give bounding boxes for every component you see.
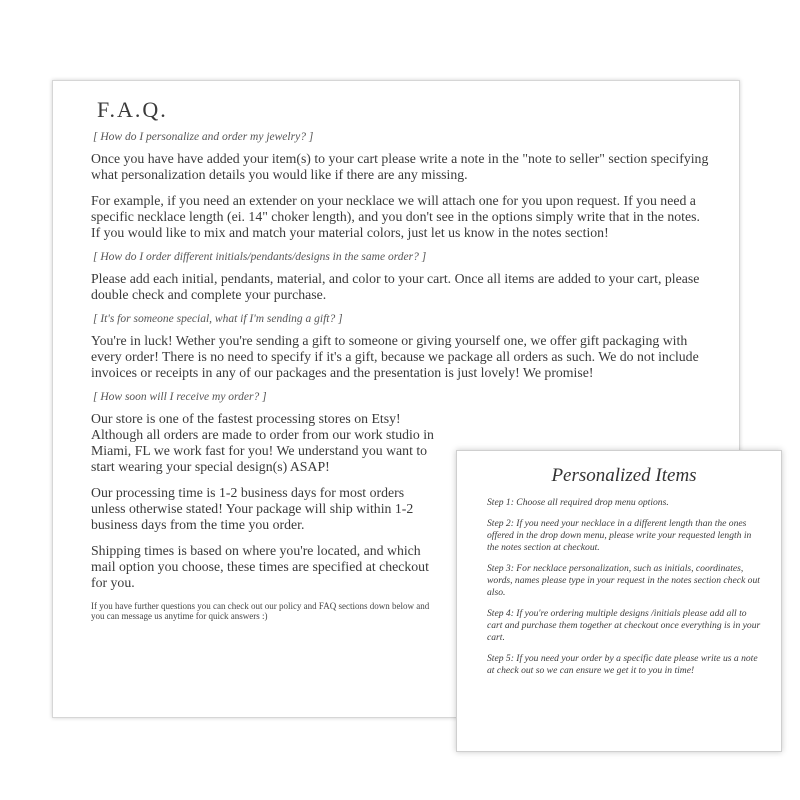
- faq-answer: Our store is one of the fastest processing stores on Etsy! Although all orders are made to order from our work studio in Miami, FL we work fast for you! We understand you want to start wearing your special design(s) ASAP!: [91, 411, 434, 474]
- faq-question: [ How soon will I receive my order? ]: [93, 391, 267, 403]
- personalization-step: Step 3: For necklace personalization, such as initials, coordinates, words, names please type in your request in the notes section check out also.: [487, 563, 760, 598]
- faq-question: [ How do I personalize and order my jewelry? ]: [93, 131, 314, 143]
- faq-answer: Please add each initial, pendants, material, and color to your cart. Once all items are added to your cart, please double check and complete your purchase.: [91, 271, 700, 302]
- personalization-step: Step 4: If you're ordering multiple designs /initials please add all to cart and purchase them together at checkout once everything is in your cart.: [487, 608, 761, 643]
- faq-title: F.A.Q.: [97, 97, 168, 122]
- personalized-items-card: [456, 450, 782, 752]
- personalization-step: Step 2: If you need your necklace in a different length than the ones offered in the drop down menu, please write your requested length in the notes section at checkout.: [487, 518, 752, 553]
- faq-answer: Once you have have added your item(s) to your cart please write a note in the "note to seller" section specifying what personalization details you would like if there are any missing.: [91, 151, 709, 182]
- personalization-step: Step 1: Choose all required drop menu options.: [487, 497, 669, 508]
- faq-answer: Our processing time is 1-2 business days for most orders unless otherwise stated! Your package will ship within 1-2 business days from the time you order.: [91, 485, 414, 532]
- faq-question: [ How do I order different initials/pendants/designs in the same order? ]: [93, 251, 427, 263]
- personalized-items-title: Personalized Items: [551, 465, 697, 486]
- faq-answer: You're in luck! Wether you're sending a gift to someone or giving yourself one, we offer gift packaging with every order! There is no need to specify if it's a gift, because we package all orders as such. We do not include invoices or receipts in any of our packages and the presentation is just lovely! We promise!: [91, 333, 699, 380]
- faq-question: [ It's for someone special, what if I'm sending a gift? ]: [93, 313, 343, 325]
- faq-answer: For example, if you need an extender on your necklace we will attach one for you upon request. If you need a specific necklace length (ei. 14" choker length), and you don't see in the options simply write that in the notes. If you would like to mix and match your material colors, just let us know in the notes section!: [91, 193, 700, 240]
- personalization-step: Step 5: If you need your order by a specific date please write us a note at check out so we can ensure we get it to you in time!: [487, 653, 758, 676]
- faq-footnote: If you have further questions you can check out our policy and FAQ sections down below and you can message us anytime for quick answers :): [91, 601, 430, 621]
- faq-answer: Shipping times is based on where you're located, and which mail option you choose, these times are specified at checkout for you.: [91, 543, 429, 590]
